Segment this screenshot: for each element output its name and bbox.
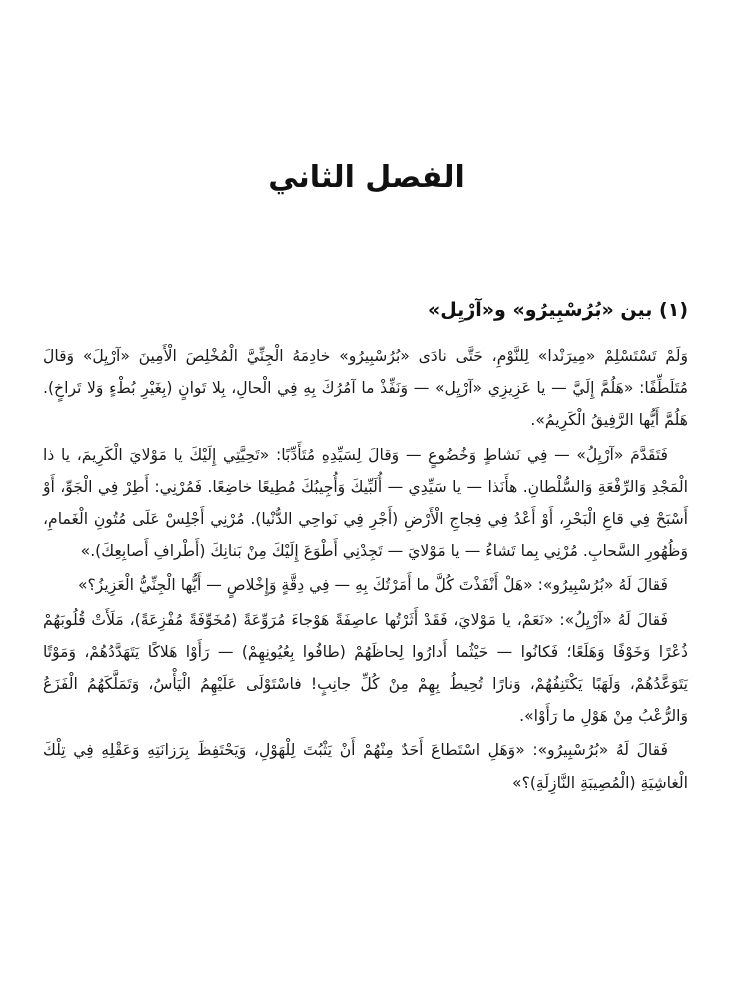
- paragraph: وَلَمْ تَسْتَسْلِمْ «مِيرَنْدا» لِلنَّوْمِ، حَتَّى نادَى «بُرُسْبِيرُو» خادِمَهُ الْجِنِّيَّ الْمُخْلِصَ الْأَمِينَ «آرْيِلَ» وَقالَ مُتَلَطِّفًا: «هَلُمَّ إِلَيَّ — يا عَزِيزِي «آرْيِل» — وَنَفِّذْ ما آمُرُكَ بِهِ فِي الْحالِ، بِلا تَوانٍ (بِغَيْرِ بُطْءٍ وَلا تَراخٍ). هَلُمَّ أَيُّها الرَّفِيقُ الْكَرِيمُ».: [43, 347, 688, 430]
- paragraph: فَتَقَدَّمَ «آرْيِلُ» — فِي نَشاطٍ وَخُضُوعٍ — وَقالَ لِسَيِّدِهِ مُتَأَدِّبًا: «تَحِيَّتِي إِلَيْكَ يا مَوْلايَ الْكَرِيمَ، يا ذا الْمَجْدِ وَالرِّفْعَةِ وَالسُّلْطانِ. هأَنَذا — يا سَيِّدِي — أُلَبِّيكَ وَأُجِيبُكَ مُطِيعًا خاضِعًا. فَمُرْنِي: أَطِرْ فِي الْجَوِّ، أَوْ أَسْبَحْ فِي قاعِ الْبَحْرِ، أَوْ أَعْدُ فِي فِجاجِ الْأَرْضِ (أَجْرِ فِي نَواحِي الدُّنْيا). مُرْنِي أَجْلِسْ عَلَى مُتُونِ الْغَمامِ، وَظُهُورِ السَّحابِ. مُرْنِي بِما تَشاءُ — يا مَوْلايَ — تَجِدْنِي أَطْوَعَ إِلَيْكَ مِنْ بَنانِكَ (أَطْرافِ أَصابِعِكَ).»: [43, 445, 688, 561]
- chapter-title: الفصل الثاني: [268, 160, 465, 195]
- paragraph: فَقالَ لَهُ «بُرُسْبِيرُو»: «هَلْ أَنْفَذْتَ كُلَّ ما أَمَرْتُكَ بِهِ — فِي دِقَّةٍ وَإِخْلاصٍ — أَيُّها الْجِنِّيُّ الْعَزِيزُ؟»: [77, 576, 668, 595]
- section-heading: (١) بين «بُرُسْبِيرُو» و«آرْيِل»: [427, 299, 688, 321]
- paragraph: فَقالَ لَهُ «بُرُسْبِيرُو»: «وَهَلِ اسْتَطاعَ أَحَدٌ مِنْهُمْ أَنْ يَثْبُتَ لِلْهَوْلِ، وَيَحْتَفِظَ بِرَزانَتِهِ وَعَقْلِهِ فِي تِلْكَ الْغاشِيَةِ (الْمُصِيبَةِ النَّازِلَةِ)؟»: [43, 741, 688, 792]
- paragraph: فَقالَ لَهُ «آرْيِلُ»: «نَعَمْ، يا مَوْلايَ، فَقَدْ أَثَرْتُها عاصِفَةً هَوْجاءَ مُرَوِّعَةً (مُخَوِّفَةً مُفْزِعَةً)، مَلَأَتْ قُلُوبَهُمْ ذُعْرًا وَخَوْفًا وَهَلَعًا؛ فَكانُوا — حَيْثُما أَدارُوا لِحاظَهُمْ (طافُوا بِعُيُونِهِمْ) — رَأَوْا هَلاكًا يَتَهَدَّدُهُمْ، وَمَوْتًا يَتَوَعَّدُهُمْ، وَلَهَبًا يَكْتَنِفُهُمْ، وَنارًا تُحِيطُ بِهِمْ مِنْ كُلِّ جانِبٍ! فاسْتَوْلَى عَلَيْهِمُ الْيَأْسُ، وَتَمَلَّكَهُمُ الْفَزَعُ وَالرُّعْبُ مِنْ هَوْلِ ما رَأَوْا».: [43, 610, 688, 726]
- body-text: [43, 340, 688, 801]
